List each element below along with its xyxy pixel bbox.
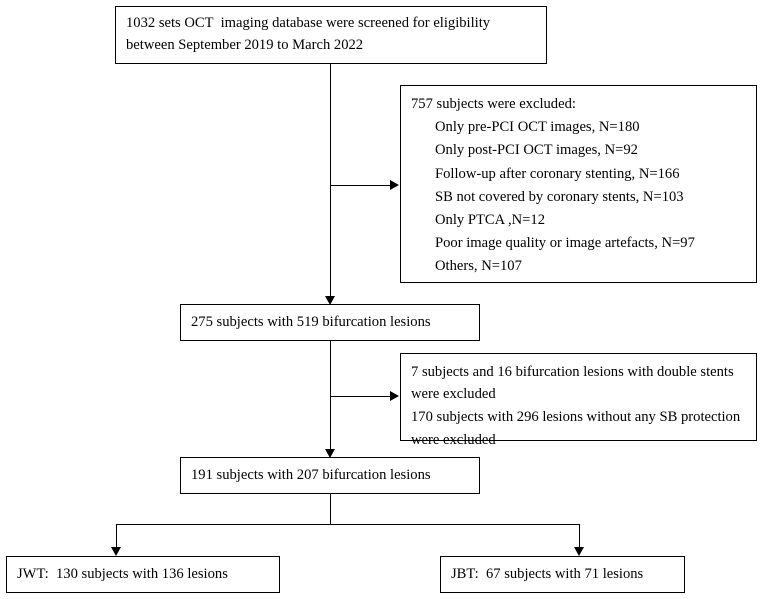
excluded-1-item: Follow-up after coronary stenting, N=166 [435,165,680,182]
excluded-1-header: 757 subjects were excluded: [411,96,576,112]
connector-excluded1-horizontal [330,185,392,186]
arrow-to-excluded1 [390,180,399,190]
excluded-2-line-2: 170 subjects with 296 lesions without any SB protection were excluded [411,409,741,448]
connector-split-right [579,524,580,549]
connector-split-stem [330,494,331,525]
node-stage-3: 191 subjects with 207 bifurcation lesions [180,457,480,494]
connector-split-left [116,524,117,549]
connector-split-horizontal [116,524,580,525]
node-group-jwt: JWT: 130 subjects with 136 lesions [6,556,280,593]
excluded-1-item: Only pre-PCI OCT images, N=180 [435,119,640,136]
excluded-1-item: Poor image quality or image artefacts, N=97 [435,235,695,252]
excluded-1-item: Only PTCA ,N=12 [435,211,545,228]
arrow-to-excluded2 [390,391,399,401]
arrow-to-group-right [574,547,584,556]
excluded-1-item: SB not covered by coronary stents, N=103 [435,188,684,205]
node-stage-2: 275 subjects with 519 bifurcation lesions [180,304,480,341]
excluded-2-line-1: 7 subjects and 16 bifurcation lesions with double stents were excluded [411,364,734,403]
node-screened: 1032 sets OCT imaging database were screened for eligibility between September 2019 to March 2022 [115,6,547,64]
excluded-1-item: Others, N=107 [435,258,522,275]
arrow-to-group-left [111,547,121,556]
node-excluded-1 [400,85,757,283]
excluded-1-item: Only post-PCI OCT images, N=92 [435,142,638,159]
node-group-jbt: JBT: 67 subjects with 71 lesions [440,556,685,593]
node-excluded-2 [400,353,757,448]
connector-top-vertical [330,64,331,298]
connector-excluded2-horizontal [330,396,392,397]
